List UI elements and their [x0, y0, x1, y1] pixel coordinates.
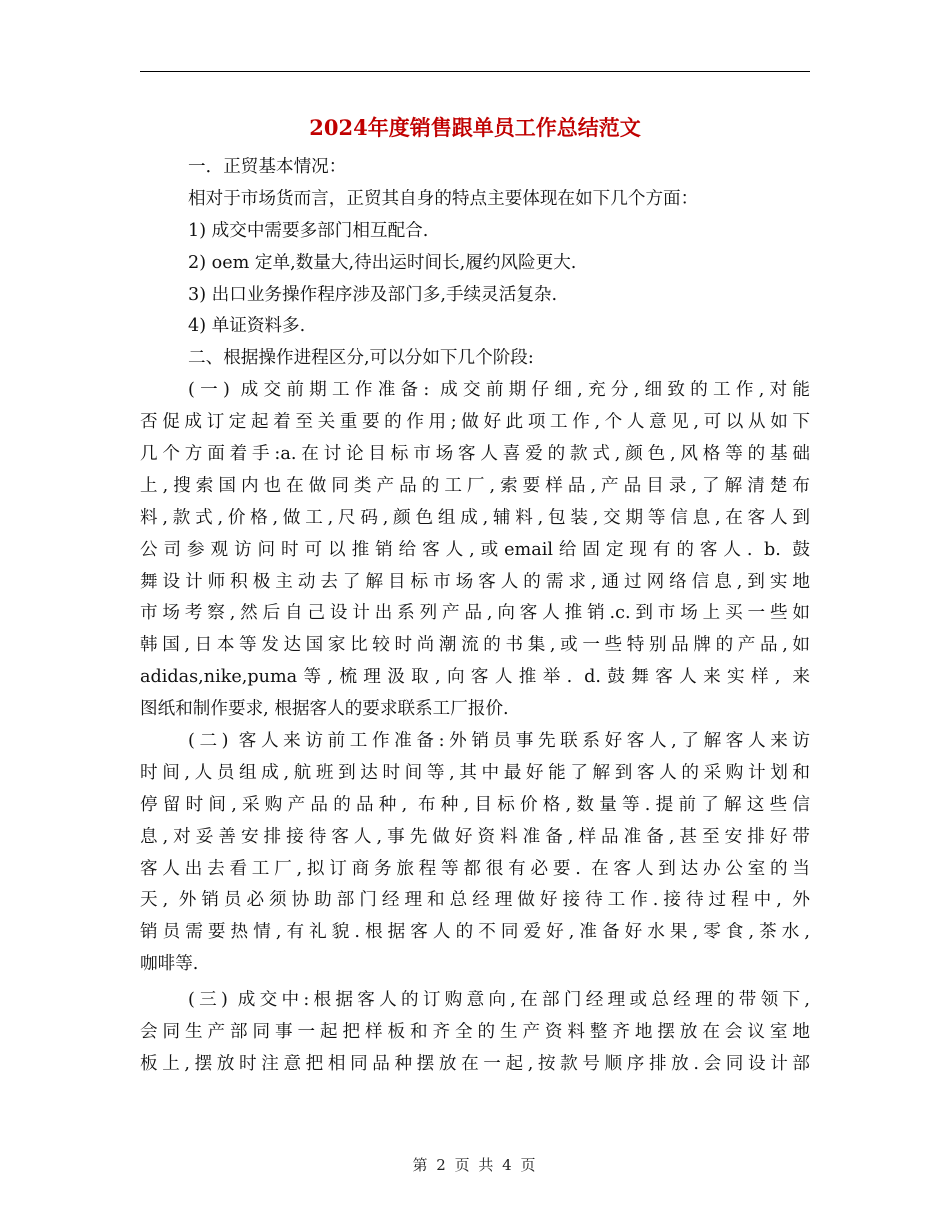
paragraph-line: (一) 成交前期工作准备: 成交前期仔细,充分,细致的工作,对能 [188, 380, 810, 401]
paragraph-line: 销员需要热情,有礼貌.根据客人的不同爱好,准备好水果,零食,茶水, [140, 922, 810, 943]
header-rule [140, 71, 810, 72]
list-item: 1) 成交中需要多部门相互配合. [188, 220, 429, 241]
section-heading: 一．正贸基本情况： [188, 157, 347, 177]
paragraph-line: adidas,nike,puma等,梳理汲取,向客人推举. d.鼓舞客人来实样, 来 [140, 667, 810, 688]
list-item: 2) oem 定单,数量大,待出运时间长,履约风险更大. [188, 252, 577, 273]
paragraph-line: 停留时间,采购产品的品种, 布种,目标价格,数量等.提前了解这些信 [140, 794, 810, 815]
paragraph-line: (二) 客人来访前工作准备:外销员事先联系好客人,了解客人来访 [188, 731, 810, 752]
page-number: 第 2 页 共 4 页 [412, 1156, 538, 1174]
paragraph-line: 韩国,日本等发达国家比较时尚潮流的书集,或一些特别品牌的产品,如 [140, 635, 810, 656]
paragraph-line: 会同生产部同事一起把样板和齐全的生产资料整齐地摆放在会议室地 [140, 1022, 810, 1043]
paragraph-line: 上,搜索国内也在做同类产品的工厂,索要样品,产品目录,了解清楚布 [140, 475, 810, 496]
paragraph-line: 相对于市场货而言，正贸其自身的特点主要体现在如下几个方面： [188, 188, 699, 209]
paragraph-line: 公司参观访问时可以推销给客人,或email给固定现有的客人. b. 鼓 [140, 539, 810, 560]
paragraph-line: 舞设计师积极主动去了解目标市场客人的需求,通过网络信息,到实地 [140, 571, 810, 592]
paragraph-line: 客人出去看工厂,拟订商务旅程等都很有必要. 在客人到达办公室的当 [140, 858, 810, 879]
paragraph-line: (三) 成交中:根据客人的订购意向,在部门经理或总经理的带领下, [188, 990, 810, 1011]
list-item: 4) 单证资料多. [188, 316, 306, 337]
paragraph-line: 天, 外销员必须协助部门经理和总经理做好接待工作.接待过程中, 外 [140, 890, 810, 911]
paragraph-line: 息,对妥善安排接待客人,事先做好资料准备,样品准备,甚至安排好带 [140, 826, 810, 847]
document-title: 2024年度销售跟单员工作总结范文 [309, 115, 641, 140]
document-body [140, 152, 810, 1081]
paragraph-line: 料,款式,价格,做工,尺码,颜色组成,辅料,包装,交期等信息,在客人到 [140, 507, 810, 528]
paragraph-line: 否促成订定起着至关重要的作用;做好此项工作,个人意见,可以从如下 [140, 412, 810, 433]
paragraph-line: 市场考察,然后自己设计出系列产品,向客人推销.c.到市场上买一些如 [140, 603, 810, 624]
section-heading: 二、根据操作进程区分,可以分如下几个阶段: [188, 348, 534, 369]
paragraph-line: 几个方面着手:a.在讨论目标市场客人喜爱的款式,颜色,风格等的基础 [140, 444, 810, 465]
paragraph-line: 咖啡等. [140, 954, 199, 975]
paragraph-line: 板上,摆放时注意把相同品种摆放在一起,按款号顺序排放.会同设计部 [140, 1053, 810, 1074]
paragraph-line: 图纸和制作要求, 根据客人的要求联系工厂报价. [140, 699, 509, 720]
paragraph-line: 时间,人员组成,航班到达时间等,其中最好能了解到客人的采购计划和 [140, 762, 810, 783]
list-item: 3) 出口业务操作程序涉及部门多,手续灵活复杂. [188, 284, 558, 305]
